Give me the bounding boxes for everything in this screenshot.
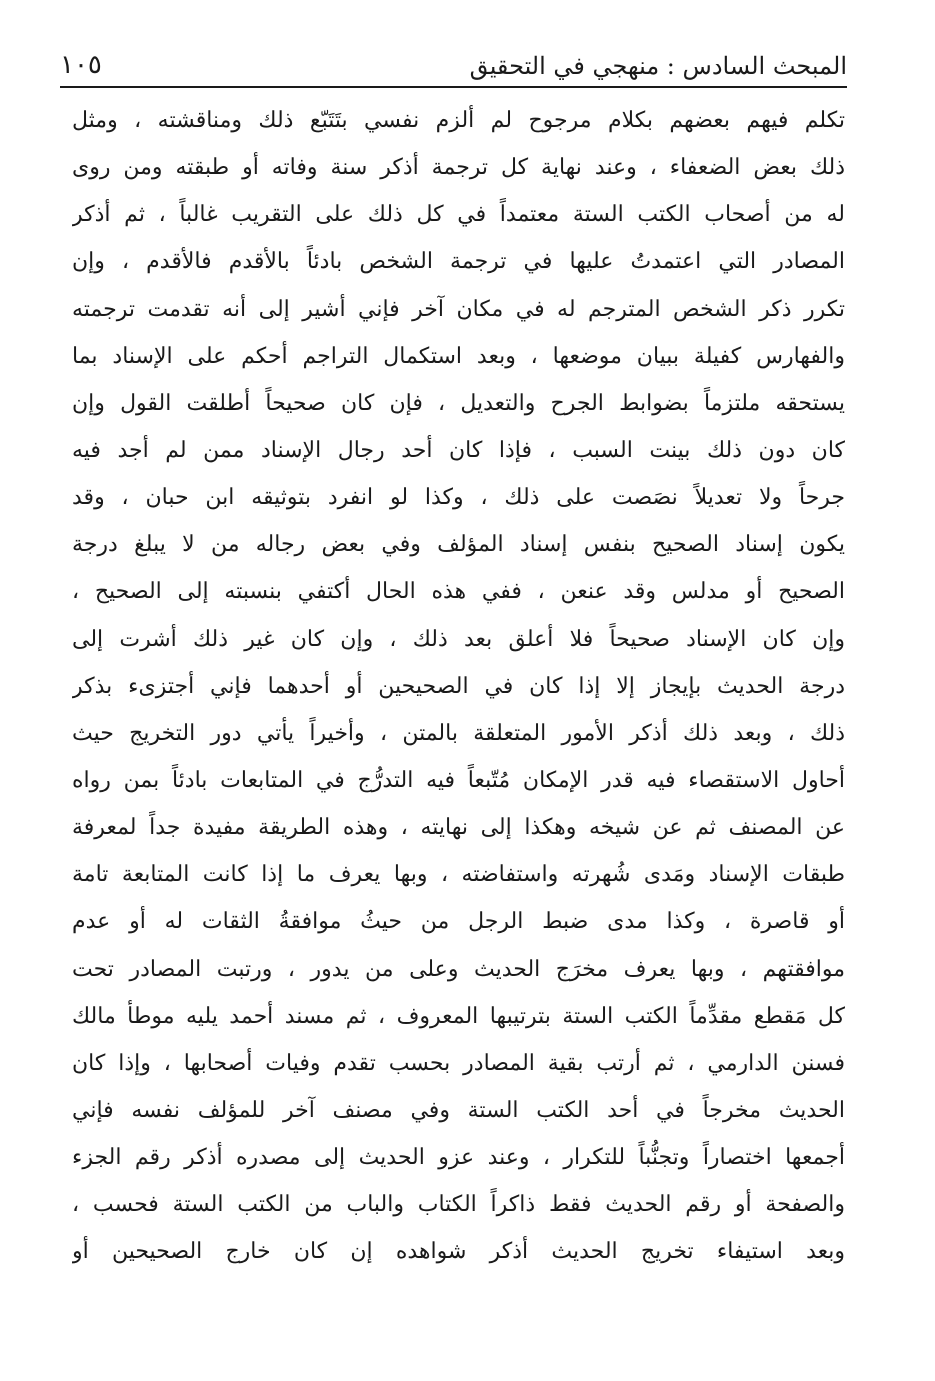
text-line: كل مَقطع مقدِّماً الكتب الستة بترتيبها المعروف ، ثم مسند أحمد يليه موطأ مالك [72,1003,845,1029]
running-header [60,40,847,80]
text-line: وبعد استيفاء تخريج الحديث أذكر شواهده إن كان خارج الصحيحين أو [72,1239,845,1265]
text-line: أحاول الاستقصاء فيه قدر الإمكان مُتّبعاً فيه التدرُّج في المتابعات بادئاً بمن رواه [72,767,845,793]
text-line: عن المصنف ثم عن شيخه وهكذا إلى نهايته ، وهذه الطريقة مفيدة جداً لمعرفة [72,815,845,841]
text-line: جرحاً ولا تعديلاً نصَصت على ذلك ، وكذا لو انفرد بتوثيقه ابن حبان ، وقد [72,485,845,511]
text-line: الصحيح أو مدلس وقد عنعن ، ففي هذه الحال أكتفي بنسبته إلى الصحيح ، [72,579,845,605]
text-line: أو قاصرة ، وكذا مدى ضبط الرجل من حيثُ موافقةُ الثقات له أو عدم [72,909,845,935]
text-line: يكون إسناد الصحيح بنفس إسناد المؤلف وفي بعض رجاله من لا يبلغ درجة [72,532,845,558]
text-line: أجمعها اختصاراً وتجنُّباً للتكرار ، وعند عزو الحديث إلى مصدره أذكر رقم الجزء [72,1145,845,1171]
header-divider [60,86,847,88]
text-line: يستحقه ملتزماً بضوابط الجرح والتعديل ، فإن كان صحيحاً أطلقت القول وإن [72,390,845,416]
body-paragraph [72,97,845,1276]
text-line: والصفحة أو رقم الحديث فقط ذاكراً الكتاب والباب من الكتب الستة فحسب ، [72,1192,845,1218]
page-number: ١٠٥ [60,50,102,80]
text-line: ذلك بعض الضعفاء ، وعند نهاية كل ترجمة أذكر سنة وفاته أو طبقته ومن روى [72,155,845,181]
text-line: درجة الحديث بإيجاز إلا إذا كان في الصحيحين أو أحدهما فإني أجتزىء بذكر [72,673,845,699]
text-line: تكرر ذكر الشخص المترجم له في مكان آخر فإني أشير إلى أنه تقدمت ترجمته [72,296,845,322]
text-line: كان دون ذلك بينت السبب ، فإذا كان أحد رجال الإسناد ممن لم أجد فيه [72,437,845,463]
text-line: المصادر التي اعتمدتُ عليها في ترجمة الشخص بادئاً بالأقدم فالأقدم ، وإن [72,249,845,275]
text-line: ذلك ، وبعد ذلك أذكر الأمور المتعلقة بالمتن ، وأخيراً يأتي دور التخريج حيث [72,720,845,746]
text-line: طبقات الإسناد ومَدى شُهرته واستفاضته ، وبها يعرف ما إذا كانت المتابعة تامة [72,862,845,888]
text-line: فسنن الدارمي ، ثم أرتب بقية المصادر بحسب تقدم وفيات أصحابها ، وإذا كان [72,1050,845,1076]
text-line: وإن كان الإسناد صحيحاً فلا أعلق بعد ذلك ، وإن كان غير ذلك أشرت إلى [72,626,845,652]
text-line: والفهارس كفيلة ببيان موضعها ، وبعد استكمال التراجم أحكم على الإسناد بما [72,343,845,369]
header-title: المبحث السادس : منهجي في التحقيق [469,52,847,80]
text-line: الحديث مخرجاً في أحد الكتب الستة وفي مصنف آخر للمؤلف نفسه فإني [72,1097,845,1123]
text-line: له من أصحاب الكتب الستة معتمداً في كل ذلك على التقريب غالباً ، ثم أذكر [72,202,845,228]
text-line: موافقتهم ، وبها يعرف مخرَج الحديث وعلى من يدور ، ورتبت المصادر تحت [72,956,845,982]
text-line: تكلم فيهم بعضهم بكلام مرجوح لم ألزم نفسي بتَتَبّع ذلك ومناقشته ، ومثل [72,108,845,133]
